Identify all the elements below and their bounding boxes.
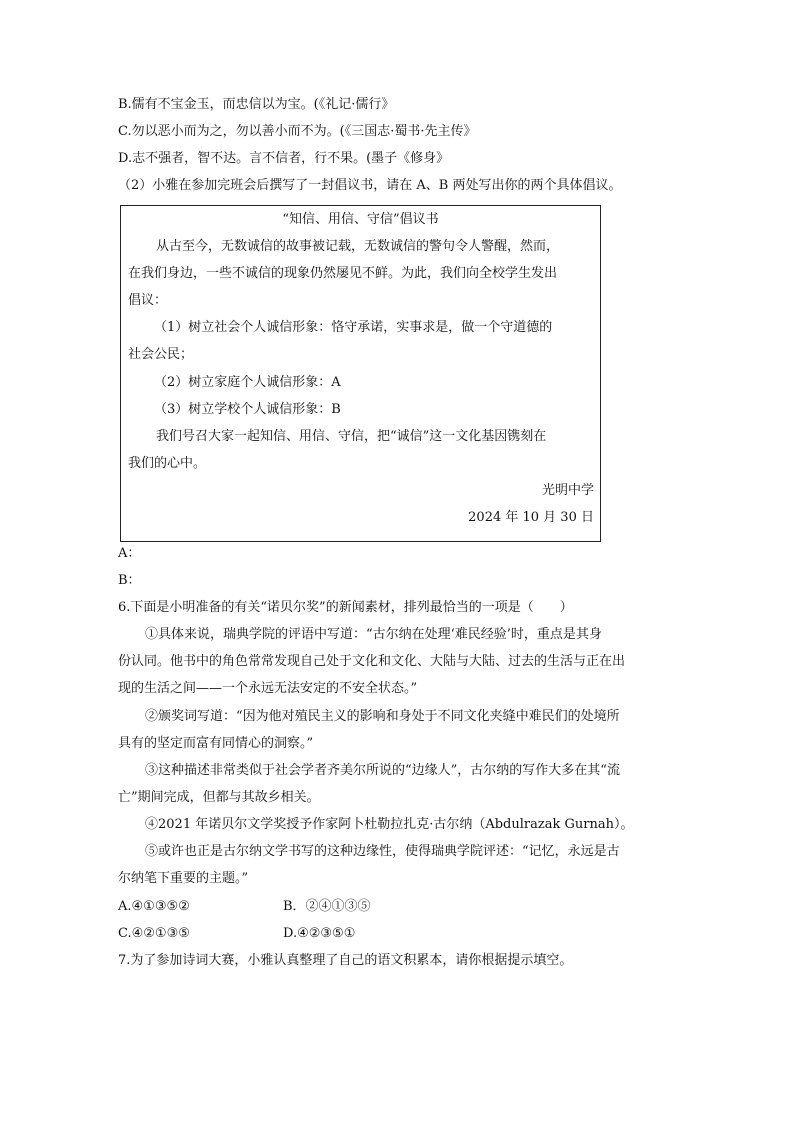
proposal-paragraph-line: 在我们身边，一些不诚信的现象仍然屡见不鲜。为此，我们向全校学生发出 xyxy=(128,266,558,281)
sentence-4: ④2021 年诺贝尔文学奖授予作家阿卜杜勒拉扎克·古尔纳（Abdulrazak Gurnah）。 xyxy=(145,817,634,832)
proposal-item-1: （1）树立社会个人诚信形象：恪守承诺，实事求是，做一个守道德的 xyxy=(154,320,553,335)
sentence-3-cont: 亡”期间完成，但都与其故乡相关。 xyxy=(118,790,320,805)
proposal-title: “知信、用信、守信”倡议书 xyxy=(282,212,439,227)
answer-b-label: B： xyxy=(118,573,141,588)
option-b: B.儒有不宝金玉，而忠信以为宝。(《礼记·儒行》 xyxy=(118,97,395,112)
proposal-closing: 我们号召大家一起知信、用信、守信，把“诚信”这一文化基因镌刻在 xyxy=(156,429,547,444)
sentence-2-cont: 具有的坚定而富有同情心的洞察。” xyxy=(118,736,314,751)
proposal-item-1-cont: 社会公民； xyxy=(128,347,194,362)
proposal-paragraph-line: 倡议： xyxy=(128,293,168,308)
proposal-closing: 我们的心中。 xyxy=(128,456,207,471)
proposal-paragraph-line: 从古至今，无数诚信的故事被记载，无数诚信的警句令人警醒，然而， xyxy=(156,239,560,254)
sentence-5: ⑤或许也正是古尔纳文学书写的这种边缘性，使得瑞典学院评述：“记忆，永远是古 xyxy=(145,844,620,859)
question-5-part-2: （2）小雅在参加完班会后撰写了一封倡议书，请在 A、B 两处写出你的两个具体倡议。 xyxy=(118,178,622,193)
q6-option-b: B．②④①③⑤ xyxy=(283,899,371,914)
option-c: C.勿以恶小而为之，勿以善小而不为。(《三国志·蜀书·先主传》 xyxy=(118,124,477,139)
sentence-1-cont: 现的生活之间——一个永远无法安定的不安全状态。” xyxy=(118,681,418,696)
q6-option-c: C.④②①③⑤ xyxy=(118,926,190,941)
sentence-3: ③这种描述非常类似于社会学者齐美尔所说的“边缘人”，古尔纳的写作大多在其“流 xyxy=(145,763,620,778)
question-7-stem: 7.为了参加诗词大赛，小雅认真整理了自己的语文积累本，请你根据提示填空。 xyxy=(118,953,573,968)
proposal-date: 2024 年 10 月 30 日 xyxy=(468,510,594,525)
sentence-5-cont: 尔纳笔下重要的主题。” xyxy=(118,871,249,886)
question-6-stem: 6.下面是小明准备的有关“诺贝尔奖”的新闻素材，排列最恰当的一项是（ ） xyxy=(118,600,573,615)
proposal-item-2: （2）树立家庭个人诚信形象：A xyxy=(154,375,341,390)
q6-option-a: A.④①③⑤② xyxy=(118,899,190,914)
option-d: D.志不强者，智不达。言不信者，行不果。(墨子《修身》 xyxy=(118,151,450,166)
sentence-1: ①具体来说，瑞典学院的评语中写道：“古尔纳在处理‘难民经验’时，重点是其身 xyxy=(145,627,602,642)
sentence-2: ②颁奖词写道：“因为他对殖民主义的影响和身处于不同文化夹缝中难民们的处境所 xyxy=(145,709,620,724)
sentence-1-cont: 份认同。他书中的角色常常发现自己处于文化和文化、大陆与大陆、过去的生活与正在出 xyxy=(118,654,626,669)
q6-option-d: D.④②③⑤① xyxy=(283,926,356,941)
proposal-signature: 光明中学 xyxy=(541,483,594,498)
proposal-item-3: （3）树立学校个人诚信形象：B xyxy=(154,402,341,417)
answer-a-label: A： xyxy=(118,546,141,561)
